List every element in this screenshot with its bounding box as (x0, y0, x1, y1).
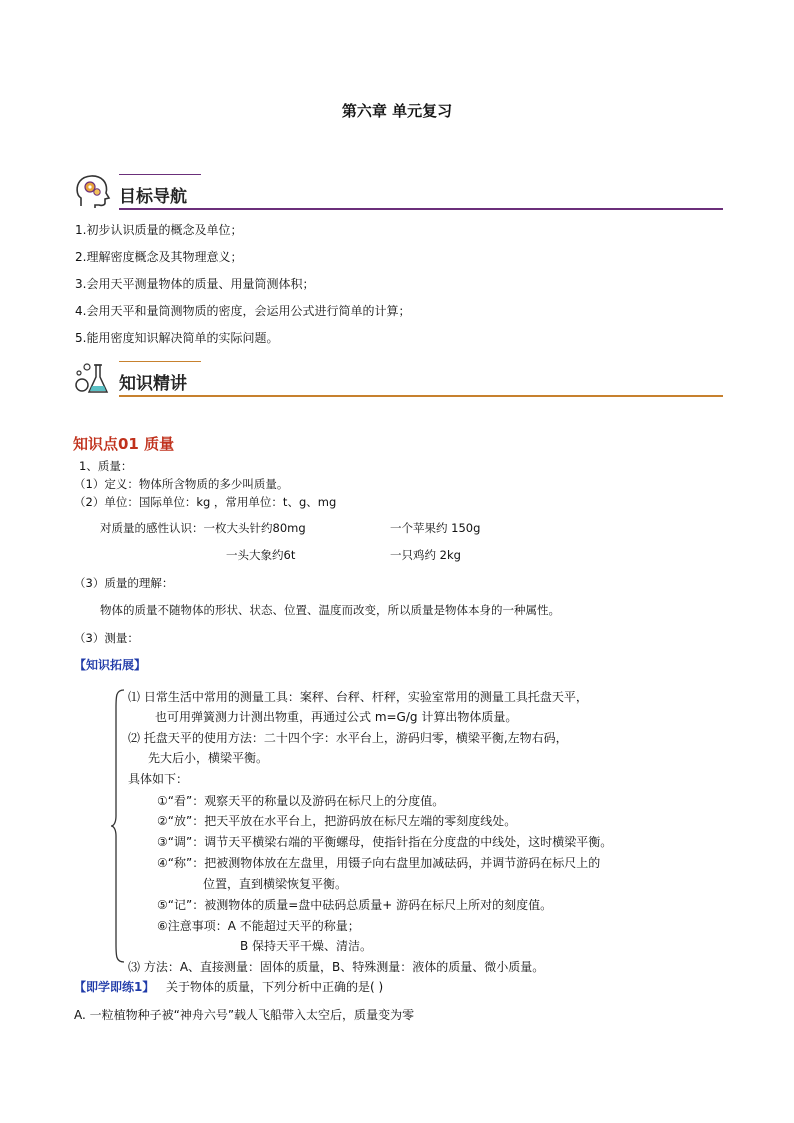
section-title: 知识精讲 (119, 374, 187, 394)
text-line: 对质量的感性认识：一枚大头针约80mg (100, 521, 306, 535)
extension-line: ⑴ 日常生活中常用的测量工具：案秤、台秤、杆秤，实验室常用的测量工具托盘天平， (128, 690, 588, 704)
head-gears-icon (73, 172, 111, 210)
extension-line: ⑥注意事项：A 不能超过天平的称量； (157, 919, 360, 933)
extension-line: ⑵ 托盘天平的使用方法：二十四个字：水平台上，游码归零，横梁平衡,左物右码， (128, 731, 568, 745)
extension-line: 也可用弹簧测力计测出物重，再通过公式 m=G/g 计算出物体质量。 (155, 710, 518, 724)
extension-line: ③“调”：调节天平横梁右端的平衡螺母，使指针指在分度盘的中线处，这时横梁平衡。 (157, 835, 613, 849)
brace-bracket (110, 688, 126, 964)
knowledge-extension-tag: 【知识拓展】 (74, 658, 147, 672)
practice-question: 关于物体的质量，下列分析中正确的是( ) (166, 980, 384, 994)
goal-item: 5.能用密度知识解决简单的实际问题。 (75, 331, 279, 345)
text-line: （2）单位：国际单位：kg ，常用单位：t、g、mg (74, 495, 337, 509)
text-line: （3）测量： (74, 631, 139, 645)
extension-line: 先大后小，横梁平衡。 (148, 751, 269, 765)
section-header-knowledge (73, 357, 723, 397)
text-line: 一头大象约6t (226, 548, 296, 562)
flask-icon (73, 359, 111, 397)
section-topline (119, 174, 201, 175)
extension-line: B 保持天平干燥、清洁。 (240, 939, 373, 953)
text-line: 一个苹果约 150g (390, 521, 481, 535)
extension-line: ①“看”：观察天平的称量以及游码在标尺上的分度值。 (157, 794, 445, 808)
practice-tag: 【即学即练1】 (74, 980, 155, 994)
extension-line: ⑤“记”：被测物体的质量=盘中砝码总质量+ 游码在标尺上所对的刻度值。 (157, 898, 553, 912)
knowledge-point-title: 知识点01 质量 (73, 435, 175, 453)
practice-option-a: A. 一粒植物种子被“神舟六号”载人飞船带入太空后，质量变为零 (74, 1008, 415, 1022)
section-topline (119, 361, 201, 362)
extension-line: ④“称”：把被测物体放在左盘里，用镊子向右盘里加减砝码，并调节游码在标尺上的 (157, 856, 601, 870)
text-line: （1）定义：物体所含物质的多少叫质量。 (74, 477, 289, 491)
goal-item: 1.初步认识质量的概念及单位； (75, 223, 243, 237)
extension-line: ②“放”：把天平放在水平台上，把游码放在标尺左端的零刻度线处。 (157, 814, 517, 828)
section-header-goals (73, 170, 723, 210)
page-title: 第六章 单元复习 (341, 102, 453, 120)
extension-line: 具体如下： (128, 772, 189, 786)
text-line: 一只鸡约 2kg (390, 548, 461, 562)
section-title: 目标导航 (119, 187, 187, 207)
section-rule (119, 208, 723, 210)
extension-line: 位置，直到横梁恢复平衡。 (203, 877, 348, 891)
section-rule (119, 395, 723, 397)
goal-item: 2.理解密度概念及其物理意义； (75, 250, 243, 264)
text-line: （3）质量的理解： (74, 576, 174, 590)
text-line: 物体的质量不随物体的形状、状态、位置、温度而改变，所以质量是物体本身的一种属性。 (100, 603, 560, 617)
extension-line: ⑶ 方法：A、直接测量：固体的质量，B、特殊测量：液体的质量、微小质量。 (128, 960, 545, 974)
goal-item: 4.会用天平和量筒测物质的密度，会运用公式进行简单的计算； (75, 304, 411, 318)
goal-item: 3.会用天平测量物体的质量、用量筒测体积； (75, 277, 315, 291)
text-line: 1、质量： (79, 459, 133, 473)
